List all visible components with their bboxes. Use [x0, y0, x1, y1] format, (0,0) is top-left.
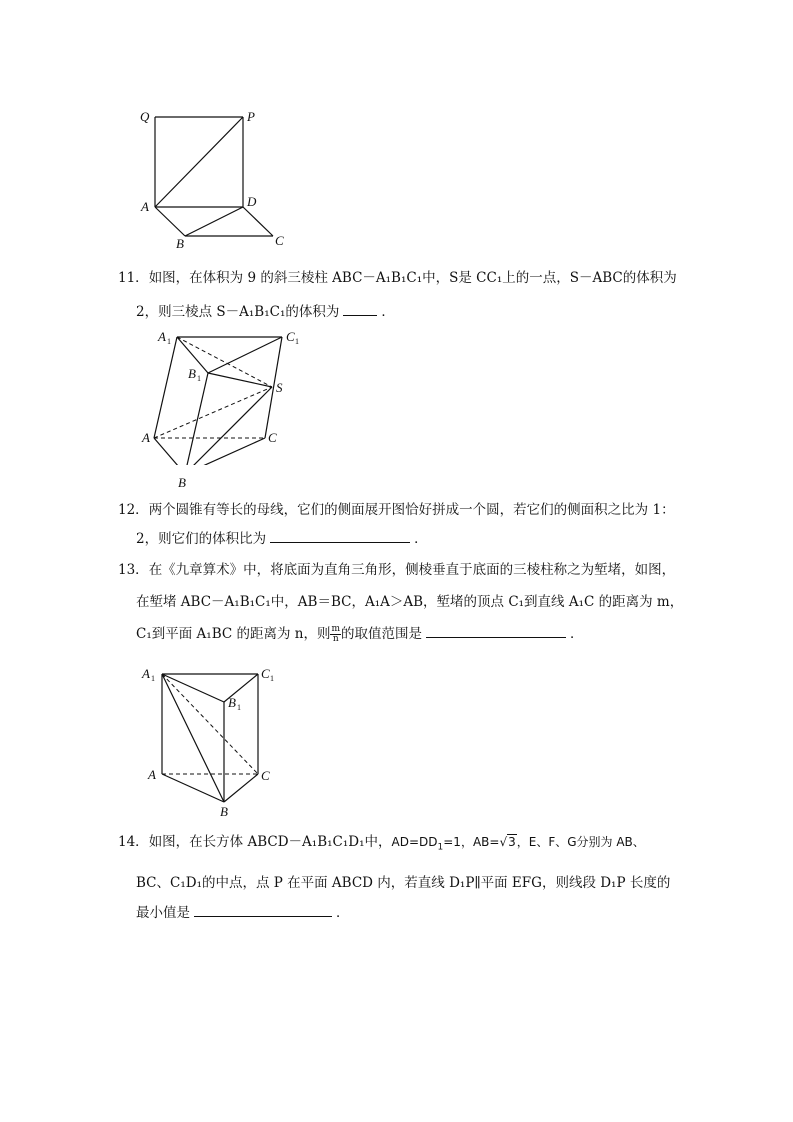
label-B1: B: [188, 366, 196, 381]
label-A1: A: [142, 666, 150, 681]
svg-text:1: 1: [197, 374, 201, 383]
label-C1: C: [261, 666, 270, 681]
q13-answer-blank[interactable]: [426, 623, 566, 638]
label-B: B: [176, 236, 184, 250]
label-A: A: [148, 767, 156, 782]
q13-fraction-m-over-n: $\frac{m}{n}$: [331, 624, 341, 644]
q14-text-2: BC、C₁D₁的中点，点 P 在平面 ABCD 内，若直线 D₁P∥平面 EFG，则线段 D₁P 长度的: [136, 875, 671, 891]
q12-answer-blank[interactable]: [270, 528, 410, 543]
q14-number: 14．: [118, 834, 149, 850]
q13-text-1: 在《九章算术》中，将底面为直角三角形，侧棱垂直于底面的三棱柱称之为堑堵，如图，: [148, 562, 676, 578]
label-C: C: [268, 430, 277, 445]
q11-line-2: [136, 301, 395, 322]
q14-text-3b: ．: [336, 905, 350, 921]
q11-text-2b: ．: [381, 304, 395, 320]
q12-text-2b: ．: [414, 531, 428, 547]
svg-text:1: 1: [295, 337, 299, 346]
label-C: C: [275, 233, 284, 248]
q12-line-2: [136, 528, 428, 549]
label-A: A: [142, 430, 150, 445]
q14-line-1: [118, 832, 645, 858]
q14-line-2: [136, 873, 670, 893]
label-B1: B: [228, 695, 236, 710]
q13-line-3: [136, 623, 584, 644]
q12-line-1: [118, 500, 675, 520]
q14-text-3a: 最小值是: [136, 905, 190, 921]
q11-text-1: 如图，在体积为 9 的斜三棱柱 ABC－A₁B₁C₁中，S是 CC₁上的一点，S－ABC的体积为: [148, 270, 677, 286]
q11-text-2a: 2，则三棱点 S－A₁B₁C₁的体积为: [136, 304, 340, 320]
q13-line-1: [118, 560, 675, 580]
svg-text:1: 1: [270, 674, 274, 683]
label-B: B: [178, 475, 186, 490]
q13-text-3a: C₁到平面 A₁BC 的距离为 n，则: [136, 626, 331, 642]
q11-answer-blank[interactable]: [343, 301, 377, 316]
q14-line-3: [136, 902, 350, 923]
label-P: P: [247, 109, 255, 124]
q14-text-1a: 如图，在长方体 ABCD－A₁B₁C₁D₁中，: [148, 834, 392, 850]
label-C1: C: [286, 329, 295, 344]
q13-text-2: 在堑堵 ABC－A₁B₁C₁中，AB＝BC，A₁A＞AB，堑堵的顶点 C₁到直线 A₁C 的距离为 m，: [136, 594, 684, 610]
q11-number: 11．: [118, 270, 149, 286]
label-C: C: [261, 768, 270, 783]
label-S: S: [276, 380, 283, 395]
q12-text-2a: 2，则它们的体积比为: [136, 531, 267, 547]
q14-subscript: 1: [437, 842, 444, 853]
label-D: D: [247, 194, 257, 209]
q14-text-1c: =1，AB=: [443, 835, 500, 849]
q14-sqrt-3: √3: [499, 835, 516, 849]
q14-answer-blank[interactable]: [194, 902, 332, 917]
svg-text:1: 1: [237, 703, 241, 712]
q14-text-1d: ，E、F、G分别为 AB、: [516, 835, 645, 849]
label-A: A: [141, 199, 149, 214]
q13-text-3c: ．: [570, 626, 584, 642]
q13-number: 13．: [118, 562, 149, 578]
q13-line-2: [136, 592, 683, 612]
figure-square-prism: [135, 105, 295, 250]
figure-oblique-prism-labels: [140, 325, 315, 495]
q12-number: 12．: [118, 502, 149, 518]
label-Q: Q: [140, 109, 150, 124]
q11-line-1: [118, 268, 677, 288]
label-B: B: [220, 804, 228, 819]
q14-text-1b: AD=DD: [391, 835, 438, 849]
svg-text:1: 1: [151, 674, 155, 683]
q12-text-1: 两个圆锥有等长的母线，它们的侧面展开图恰好拼成一个圆，若它们的侧面积之比为 1：: [148, 502, 675, 518]
q13-text-3b: 的取值范围是: [341, 626, 423, 642]
figure-right-prism: [140, 662, 290, 822]
label-A1: A: [158, 329, 166, 344]
svg-text:1: 1: [167, 337, 171, 346]
